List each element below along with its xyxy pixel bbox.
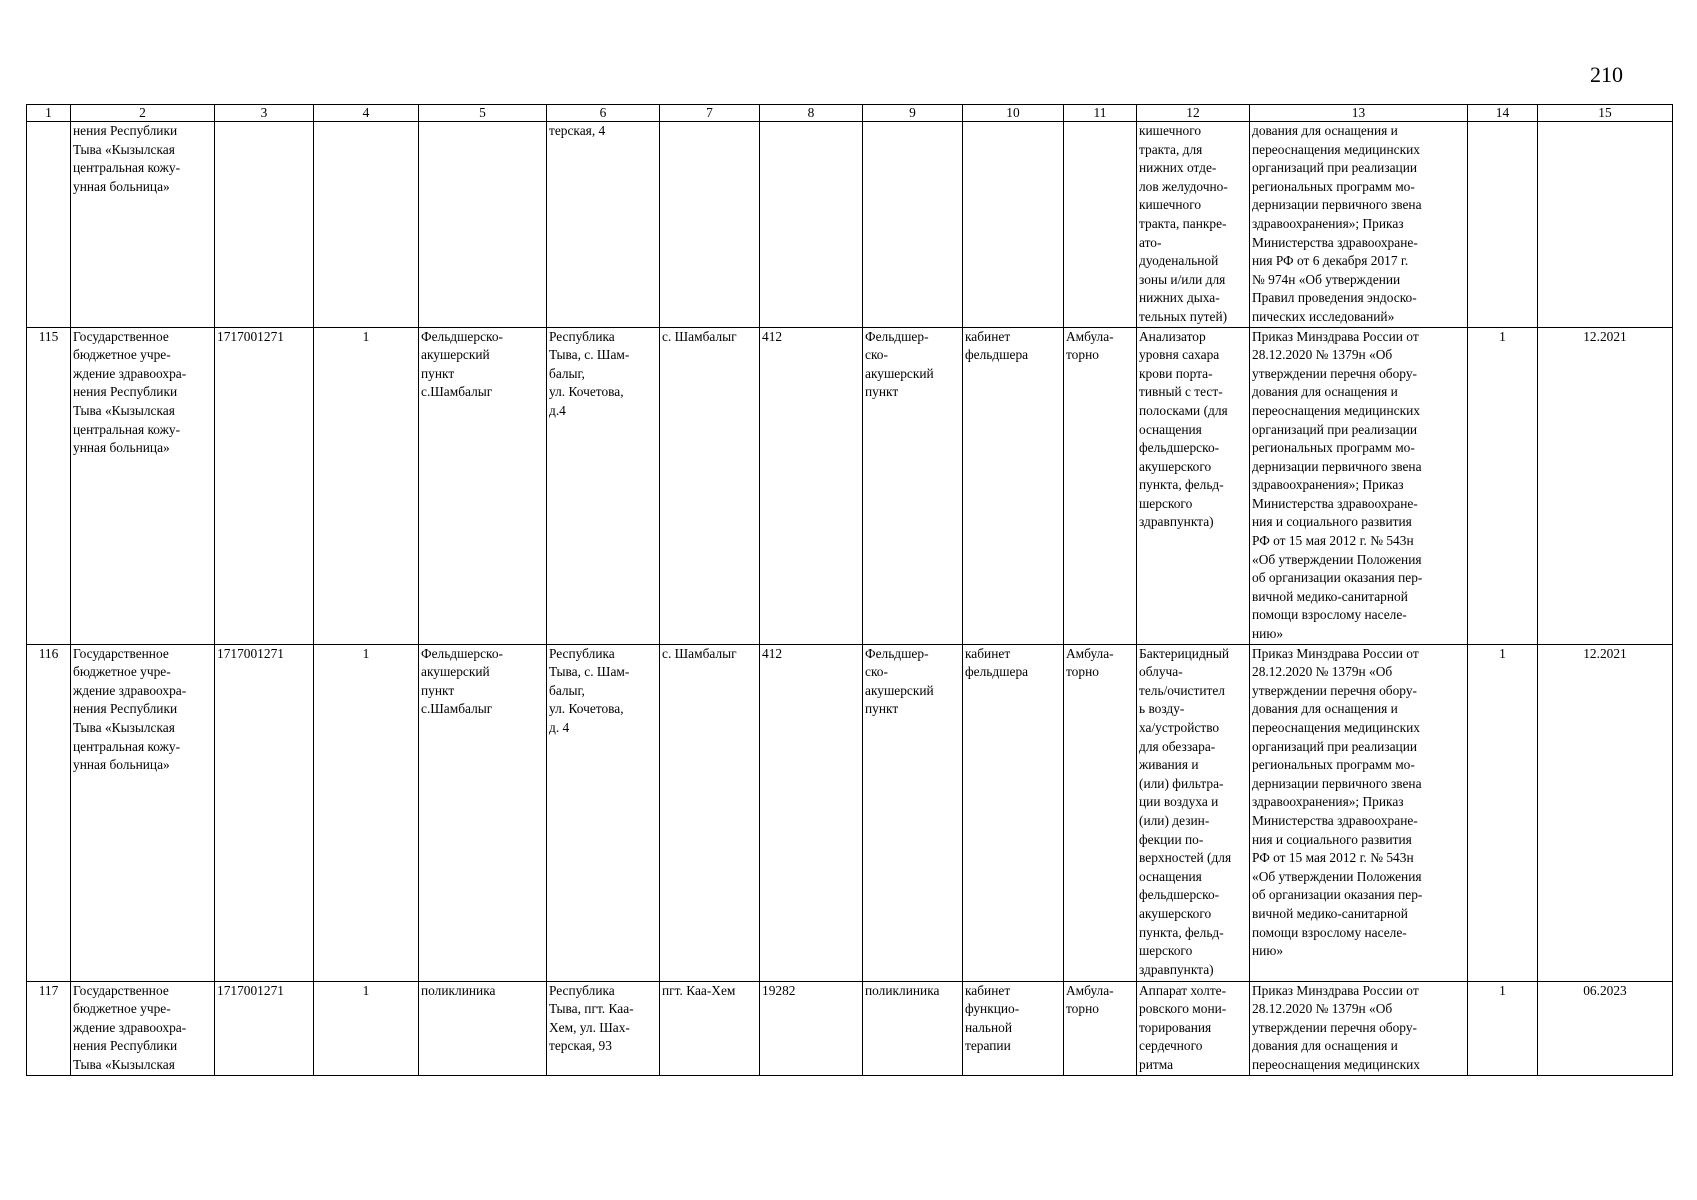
regulation-cell: Приказ Минздрава России от 28.12.2020 № 1379н «Об утверждении перечня обору- дования для оснащения и переоснащения медицинских организаций при реализации региональных программ мо- дернизации первичного звена здравоохранения»; Приказ Министерства здравоохране- ния и социального развития РФ от 15 мая 2012 г. № 543н «Об утверждении Положения об организации оказания пер- вичной медико-санитарной помощи взрослому населе- нию» [1250, 644, 1468, 981]
column-header: 12 [1137, 105, 1250, 122]
row-number-cell: 115 [27, 327, 71, 644]
page-number: 210 [1590, 62, 1623, 87]
care-type-cell: Амбула- торно [1064, 981, 1137, 1075]
unit-type-cell: поликлиника [863, 981, 963, 1075]
quantity-cell: 1 [1468, 327, 1538, 644]
table-row [27, 327, 1673, 644]
unit-cell: Фельдшерско- акушерский пункт с.Шамбалыг [419, 327, 547, 644]
date-cell: 12.2021 [1538, 644, 1673, 981]
unit-type-cell: Фельдшер- ско- акушерский пункт [863, 644, 963, 981]
column-header: 1 [27, 105, 71, 122]
equipment-cell: Аппарат холте- ровского мони- торирования сердечного ритма [1137, 981, 1250, 1075]
address-cell: Республика Тыва, с. Шам- балыг, ул. Кочетова, д.4 [547, 327, 660, 644]
equipment-cell: Бактерицидный облуча- тель/очистител ь возду- ха/устройство для обеззара- живания и (или) фильтра- ции воздуха и (или) дезин- фекции по- верхностей (для оснащения фельдшерско- акушерского пункта, фельд- шерского здравпункта) [1137, 644, 1250, 981]
column-header: 3 [215, 105, 314, 122]
quantity-cell: 1 [1468, 644, 1538, 981]
code-cell: 19282 [760, 981, 863, 1075]
unit-type-cell: Фельдшер- ско- акушерский пункт [863, 327, 963, 644]
equipment-cell: кишечного тракта, для нижних отде- лов желудочно- кишечного тракта, панкре- ато- дуоденальной зоны и/или для нижних дыха- тельных путей) [1137, 122, 1250, 328]
locality-cell: с. Шамбалыг [660, 327, 760, 644]
date-cell: 12.2021 [1538, 327, 1673, 644]
locality-cell: с. Шамбалыг [660, 644, 760, 981]
col4-cell [314, 122, 419, 328]
table-row [27, 122, 1673, 328]
column-header: 15 [1538, 105, 1673, 122]
quantity-cell: 1 [1468, 981, 1538, 1075]
organization-cell: нения Республики Тыва «Кызылская центральная кожу- унная больница» [71, 122, 215, 328]
regulation-cell: Приказ Минздрава России от 28.12.2020 № 1379н «Об утверждении перечня обору- дования для оснащения и переоснащения медицинских организаций при реализации региональных программ мо- дернизации первичного звена здравоохранения»; Приказ Министерства здравоохране- ния и социального развития РФ от 15 мая 2012 г. № 543н «Об утверждении Положения об организации оказания пер- вичной медико-санитарной помощи взрослому населе- нию» [1250, 327, 1468, 644]
quantity-cell [1468, 122, 1538, 328]
regulation-cell: дования для оснащения и переоснащения медицинских организаций при реализации региональных программ мо- дернизации первичного звена здравоохранения»; Приказ Министерства здравоохране- ния РФ от 6 декабря 2017 г. № 974н «Об утверждении Правил проведения эндоско- пических исследований» [1250, 122, 1468, 328]
address-cell: Республика Тыва, пгт. Каа- Хем, ул. Шах- терская, 93 [547, 981, 660, 1075]
room-cell: кабинет функцио- нальной терапии [963, 981, 1064, 1075]
locality-cell: пгт. Каа-Хем [660, 981, 760, 1075]
column-header: 14 [1468, 105, 1538, 122]
inn-cell [215, 122, 314, 328]
date-cell: 06.2023 [1538, 981, 1673, 1075]
column-header: 6 [547, 105, 660, 122]
organization-cell: Государственное бюджетное учре- ждение здравоохра- нения Республики Тыва «Кызылская центральная кожу- унная больница» [71, 644, 215, 981]
row-number-cell [27, 122, 71, 328]
address-cell: терская, 4 [547, 122, 660, 328]
care-type-cell [1064, 122, 1137, 328]
col4-cell: 1 [314, 981, 419, 1075]
inn-cell: 1717001271 [215, 981, 314, 1075]
table-row [27, 981, 1673, 1075]
date-cell [1538, 122, 1673, 328]
organization-cell: Государственное бюджетное учре- ждение здравоохра- нения Республики Тыва «Кызылская центральная кожу- унная больница» [71, 327, 215, 644]
inn-cell: 1717001271 [215, 644, 314, 981]
equipment-table [26, 104, 1673, 1076]
column-header: 13 [1250, 105, 1468, 122]
col4-cell: 1 [314, 644, 419, 981]
unit-cell: поликлиника [419, 981, 547, 1075]
col4-cell: 1 [314, 327, 419, 644]
row-number-cell: 116 [27, 644, 71, 981]
column-header: 7 [660, 105, 760, 122]
unit-cell: Фельдшерско- акушерский пункт с.Шамбалыг [419, 644, 547, 981]
room-cell: кабинет фельдшера [963, 327, 1064, 644]
care-type-cell: Амбула- торно [1064, 644, 1137, 981]
equipment-cell: Анализатор уровня сахара крови порта- тивный с тест- полосками (для оснащения фельдшерско- акушерского пункта, фельд- шерского здравпункта) [1137, 327, 1250, 644]
column-header: 5 [419, 105, 547, 122]
column-header: 9 [863, 105, 963, 122]
locality-cell [660, 122, 760, 328]
room-cell [963, 122, 1064, 328]
code-cell [760, 122, 863, 328]
address-cell: Республика Тыва, с. Шам- балыг, ул. Кочетова, д. 4 [547, 644, 660, 981]
column-header: 2 [71, 105, 215, 122]
unit-cell [419, 122, 547, 328]
code-cell: 412 [760, 644, 863, 981]
code-cell: 412 [760, 327, 863, 644]
column-header: 11 [1064, 105, 1137, 122]
column-number-row [27, 105, 1673, 122]
regulation-cell: Приказ Минздрава России от 28.12.2020 № 1379н «Об утверждении перечня обору- дования для оснащения и переоснащения медицинских [1250, 981, 1468, 1075]
unit-type-cell [863, 122, 963, 328]
column-header: 10 [963, 105, 1064, 122]
column-header: 8 [760, 105, 863, 122]
column-header: 4 [314, 105, 419, 122]
inn-cell: 1717001271 [215, 327, 314, 644]
row-number-cell: 117 [27, 981, 71, 1075]
table-row [27, 644, 1673, 981]
room-cell: кабинет фельдшера [963, 644, 1064, 981]
organization-cell: Государственное бюджетное учре- ждение здравоохра- нения Республики Тыва «Кызылская [71, 981, 215, 1075]
care-type-cell: Амбула- торно [1064, 327, 1137, 644]
